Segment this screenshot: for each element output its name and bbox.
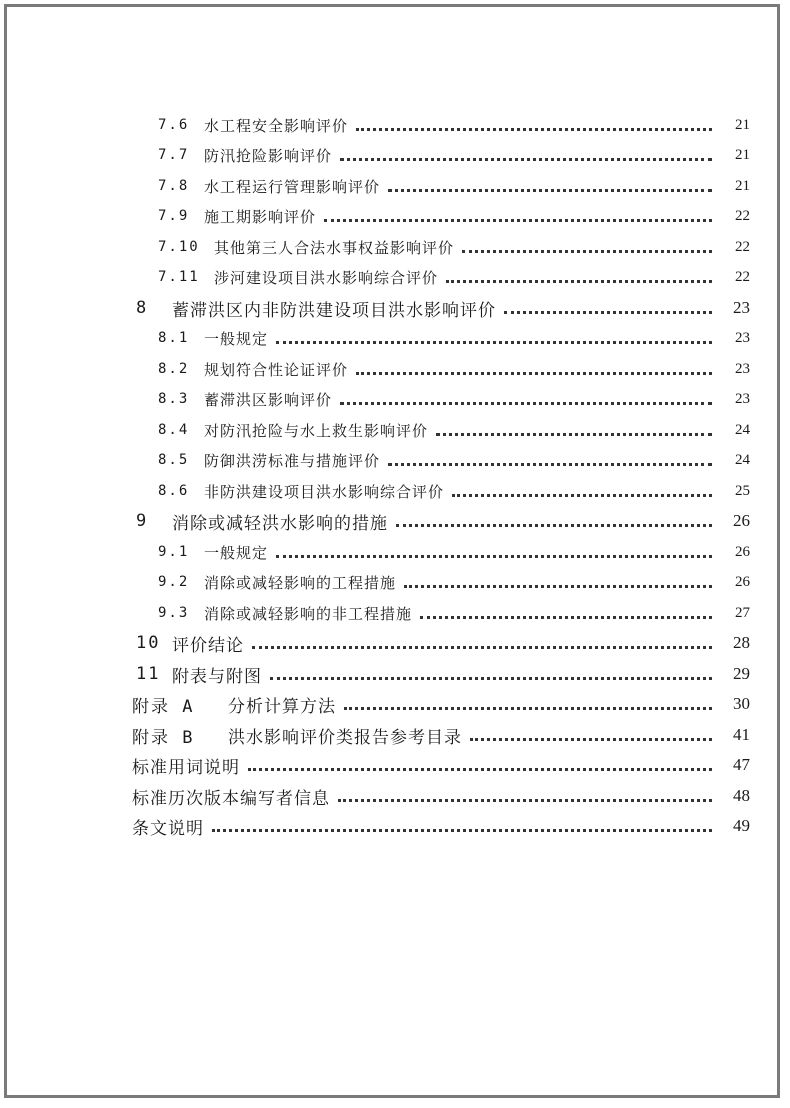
toc-title: 条文说明 (132, 818, 204, 839)
toc-entry-chapter-8[interactable] (136, 293, 750, 323)
toc-page-number: 22 (735, 207, 750, 224)
leader-dots (504, 309, 712, 314)
toc-entry-8-4[interactable] (158, 415, 750, 445)
toc-title: 非防洪建设项目洪水影响综合评价 (204, 482, 445, 501)
toc-title: 规划符合性论证评价 (204, 360, 349, 379)
toc-title: 水工程安全影响评价 (204, 116, 349, 135)
toc-number: 8.2 (158, 361, 190, 377)
toc-entry-9-3[interactable] (158, 598, 750, 628)
leader-dots (324, 217, 712, 222)
toc-entry-chapter-11[interactable] (136, 659, 750, 689)
leader-dots (340, 400, 712, 405)
toc-number: 8.5 (158, 452, 190, 468)
toc-entry-8-5[interactable] (158, 445, 750, 475)
leader-dots (340, 156, 712, 161)
toc-title: 一般规定 (204, 329, 269, 348)
toc-number: 9.3 (158, 605, 190, 621)
toc-entry-chapter-9[interactable] (136, 506, 750, 536)
leader-dots (388, 461, 712, 466)
toc-number: 7.6 (158, 117, 190, 133)
toc-page-number: 22 (735, 268, 750, 285)
leader-dots (276, 553, 712, 558)
toc-title: 评价结论 (172, 635, 244, 656)
leader-dots (356, 370, 712, 375)
toc-entry-clause-notes[interactable] (132, 811, 750, 841)
toc-entry-7-10[interactable] (158, 232, 750, 262)
toc-number: 7.8 (158, 178, 190, 194)
toc-title: 涉河建设项目洪水影响综合评价 (214, 268, 439, 287)
toc-title: 一般规定 (204, 543, 269, 562)
toc-page-number: 26 (733, 511, 750, 530)
toc-page-number: 24 (735, 421, 750, 438)
toc-number: 9.1 (158, 544, 190, 560)
toc-page-number: 21 (735, 177, 750, 194)
toc-page-number: 48 (733, 786, 750, 805)
toc-title: 消除或减轻洪水影响的措施 (172, 513, 388, 534)
toc-title: 蓄滞洪区内非防洪建设项目洪水影响评价 (172, 300, 496, 321)
toc-page-number: 23 (733, 298, 750, 317)
toc-entry-7-7[interactable] (158, 140, 750, 170)
toc-number: 8.3 (158, 391, 190, 407)
toc-title: 其他第三人合法水事权益影响评价 (214, 238, 455, 257)
leader-dots (446, 278, 712, 283)
toc-number: 附录 A (132, 696, 195, 717)
toc-title: 施工期影响评价 (204, 207, 317, 226)
toc-number: 8.6 (158, 483, 190, 499)
toc-entry-version-authors[interactable] (132, 781, 750, 811)
leader-dots (452, 492, 712, 497)
leader-dots (248, 766, 712, 771)
leader-dots (344, 705, 712, 710)
leader-dots (462, 248, 712, 253)
toc-entry-7-8[interactable] (158, 171, 750, 201)
toc-number: 8.4 (158, 422, 190, 438)
toc-title: 防御洪涝标准与措施评价 (204, 451, 381, 470)
toc-entry-7-11[interactable] (158, 262, 750, 292)
toc-number: 9 (136, 511, 149, 531)
toc-page-number: 25 (735, 482, 750, 499)
toc-title: 分析计算方法 (228, 696, 336, 717)
toc-entry-8-3[interactable] (158, 384, 750, 414)
toc-page-number: 23 (735, 390, 750, 407)
toc-number: 8 (136, 298, 149, 318)
toc-title: 洪水影响评价类报告参考目录 (228, 727, 462, 748)
toc-number: 附录 B (132, 727, 195, 748)
leader-dots (388, 187, 712, 192)
toc-page-number: 21 (735, 146, 750, 163)
toc-page-number: 24 (735, 451, 750, 468)
toc-entry-8-1[interactable] (158, 323, 750, 353)
leader-dots (338, 797, 712, 802)
toc-page-number: 23 (735, 329, 750, 346)
toc-title: 对防汛抢险与水上救生影响评价 (204, 421, 429, 440)
toc-page-number: 41 (733, 725, 750, 744)
toc-page-number: 26 (735, 573, 750, 590)
toc-entry-9-2[interactable] (158, 567, 750, 597)
toc-title: 消除或减轻影响的工程措施 (204, 573, 397, 592)
toc-page-number: 47 (733, 755, 750, 774)
leader-dots (356, 126, 712, 131)
toc-entry-8-6[interactable] (158, 476, 750, 506)
toc-entry-7-9[interactable] (158, 201, 750, 231)
toc-number: 7.10 (158, 239, 200, 255)
toc-entry-standard-terms[interactable] (132, 750, 750, 780)
toc-number: 7.11 (158, 269, 200, 285)
leader-dots (420, 614, 712, 619)
toc-title: 标准用词说明 (132, 757, 240, 778)
leader-dots (396, 522, 712, 527)
toc-entry-appendix-a[interactable] (132, 689, 750, 719)
toc-page-number: 22 (735, 238, 750, 255)
toc-page-number: 27 (735, 604, 750, 621)
leader-dots (276, 339, 712, 344)
leader-dots (212, 827, 712, 832)
toc-page-number: 21 (735, 116, 750, 133)
toc-entry-appendix-b[interactable] (132, 720, 750, 750)
leader-dots (404, 583, 712, 588)
toc-title: 水工程运行管理影响评价 (204, 177, 381, 196)
toc-page-number: 28 (733, 633, 750, 652)
toc-page-number: 29 (733, 664, 750, 683)
toc-entry-9-1[interactable] (158, 537, 750, 567)
toc-number: 10 (136, 633, 161, 653)
toc-number: 7.7 (158, 147, 190, 163)
toc-title: 蓄滞洪区影响评价 (204, 390, 333, 409)
leader-dots (470, 736, 712, 741)
toc-page-number: 23 (735, 360, 750, 377)
toc-title: 消除或减轻影响的非工程措施 (204, 604, 413, 623)
toc-title: 防汛抢险影响评价 (204, 146, 333, 165)
toc-number: 7.9 (158, 208, 190, 224)
leader-dots (270, 675, 712, 680)
toc-page-number: 49 (733, 816, 750, 835)
toc-entry-8-2[interactable] (158, 354, 750, 384)
toc-entry-7-6[interactable] (158, 110, 750, 140)
toc-entry-chapter-10[interactable] (136, 628, 750, 658)
leader-dots (436, 431, 712, 436)
toc-title: 标准历次版本编写者信息 (132, 788, 330, 809)
leader-dots (252, 644, 712, 649)
toc-title: 附表与附图 (172, 666, 262, 687)
toc-number: 9.2 (158, 574, 190, 590)
toc-number: 8.1 (158, 330, 190, 346)
toc-page-number: 30 (733, 694, 750, 713)
toc-page-number: 26 (735, 543, 750, 560)
toc-number: 11 (136, 664, 161, 684)
